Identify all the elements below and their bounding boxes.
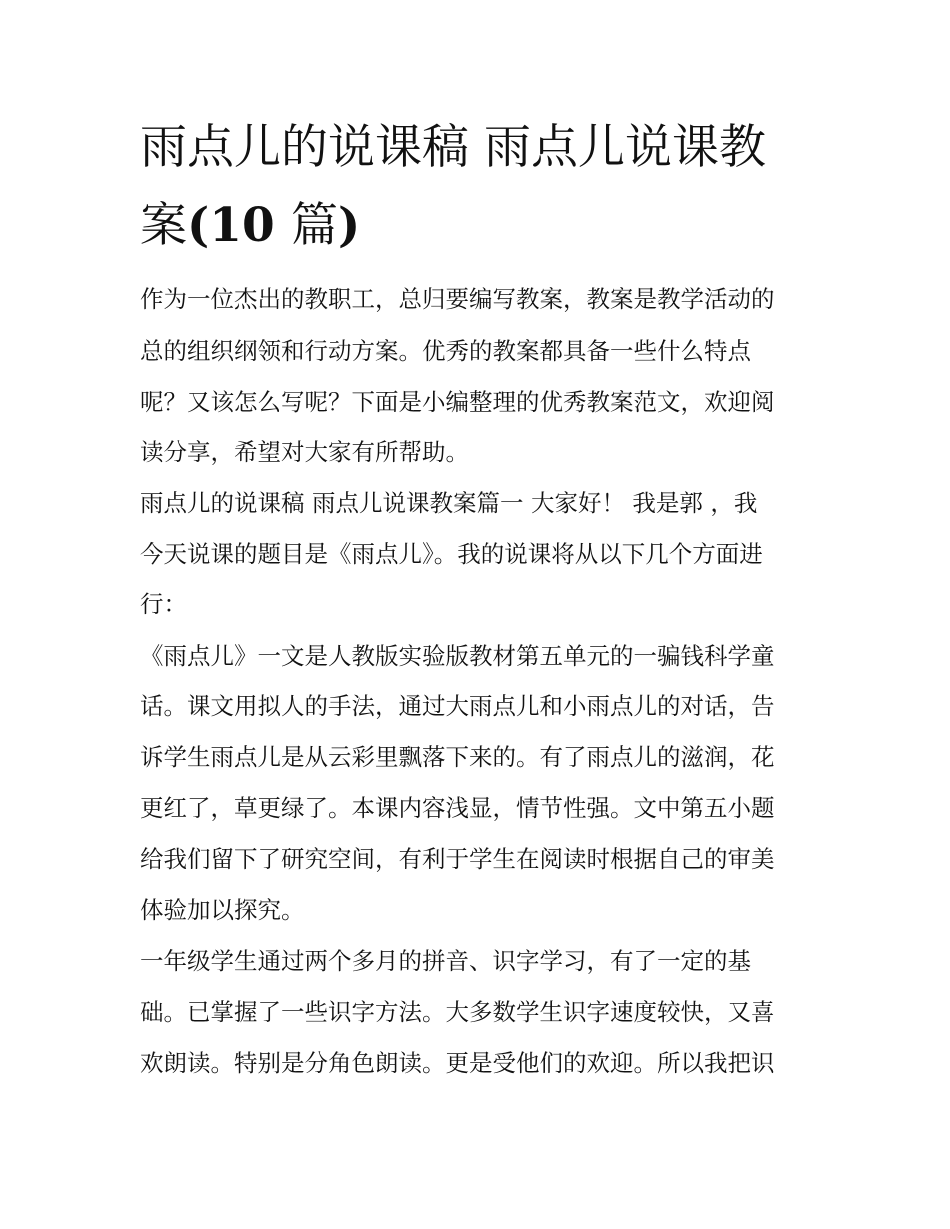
intro-paragraph-line: 读分享，希望对大家有所帮助。: [140, 438, 469, 466]
document-title-line-1: 雨点儿的说课稿 雨点儿说课教: [140, 120, 766, 175]
title-count: (10: [187, 198, 292, 253]
intro-paragraph-line: 总的组织纲领和行动方案。优秀的教案都具备一些什么特点: [140, 337, 751, 365]
greeting-paragraph-line: 行：: [140, 590, 187, 618]
text-analysis-paragraph-line: 体验加以探究。: [140, 896, 305, 924]
intro-paragraph-line: 呢？又该怎么写呢？下面是小编整理的优秀教案范文，欢迎阅: [140, 388, 775, 416]
student-analysis-paragraph-line: 欢朗读。特别是分角色朗读。更是受他们的欢迎。所以我把识: [140, 1049, 775, 1077]
text-analysis-paragraph-line: 诉学生雨点儿是从云彩里飘落下来的。有了雨点儿的滋润，花: [140, 743, 775, 771]
text-analysis-paragraph-line: 《雨点儿》一文是人教版实验版教材第五单元的一骗钱科学童: [140, 642, 775, 670]
text-analysis-paragraph-line: 给我们留下了研究空间，有利于学生在阅读时根据自己的审美: [140, 845, 775, 873]
document-title-line-2: [140, 196, 360, 256]
text-analysis-paragraph-line: 话。课文用拟人的手法，通过大雨点儿和小雨点儿的对话，告: [140, 692, 775, 720]
title-char-pian: 篇: [291, 198, 339, 253]
greeting-paragraph-line: 今天说课的题目是《雨点儿》。我的说课将从以下几个方面进: [140, 540, 763, 568]
greeting-paragraph-line: 雨点儿的说课稿 雨点儿说课教案篇一 大家好！ 我是郭 ，我: [140, 489, 758, 517]
student-analysis-paragraph-line: 础。已掌握了一些识字方法。大多数学生识字速度较快，又喜: [140, 998, 775, 1026]
student-analysis-paragraph-line: 一年级学生通过两个多月的拼音、识字学习，有了一定的基: [140, 947, 751, 975]
title-char-an: 案: [140, 198, 187, 253]
intro-paragraph-line: 作为一位杰出的教职工，总归要编写教案，教案是教学活动的: [140, 285, 775, 313]
title-close-paren: ): [338, 198, 361, 253]
text-analysis-paragraph-line: 更红了，草更绿了。本课内容浅显，情节性强。文中第五小题: [140, 794, 775, 822]
